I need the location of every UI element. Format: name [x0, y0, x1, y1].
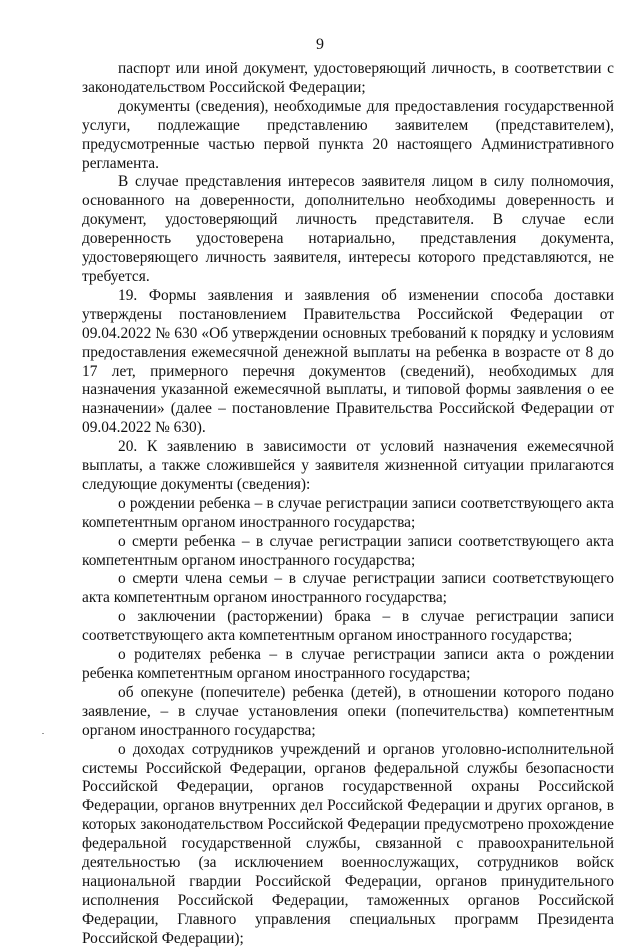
list-item-family-member-death: о смерти члена семьи – в случае регистрации записи соответствующего акта компетентным органом иностранного государства; [82, 570, 614, 607]
list-item-marriage: о заключении (расторжении) брака – в случае регистрации записи соответствующего акта компетентным органом иностранного государства; [82, 608, 614, 645]
paragraph-item-19: 19. Формы заявления и заявления об изменении способа доставки утверждены постановлением Правительства Российской Федерации от 09.04.2022 № 630 «Об утверждении основных требований к порядку и условиям предоставления ежемесячной денежной выплаты на ребенка в возрасте от 8 до 17 лет, примерного перечня документов (сведений), необходимых для назначения указанной ежемесячной выплаты, и типовой формы заявления о ее назначении» (далее – постановление Правительства Российской Федерации от 09.04.2022 № 630). [82, 286, 614, 437]
list-item-child-birth: о рождении ребенка – в случае регистрации записи соответствующего акта компетентным органом иностранного государства; [82, 494, 614, 531]
document-body [82, 60, 614, 949]
paragraph-item-20: 20. К заявлению в зависимости от условий назначения ежемесячной выплаты, а также сложившейся у заявителя жизненной ситуации прилагаются следующие документы (сведения): [82, 438, 614, 493]
page-number: 9 [316, 36, 324, 53]
paragraph-passport: паспорт или иной документ, удостоверяющий личность, в соответствии с законодательством Российской Федерации; [82, 60, 614, 96]
list-item-employee-income: о доходах сотрудников учреждений и органов уголовно-исполнительной системы Российской Федерации, органов федеральной службы безопасности Российской Федерации, органов государственной охраны Российской Федерации, органов внутренних дел Российской Федерации и других органов, в которых законодательством Российской Федерации предусмотрено прохождение федеральной государственной службы, связанной с правоохранительной деятельностью (за исключением военнослужащих, сотрудников войск национальной гвардии Российской Федерации, органов принудительного исполнения Российской Федерации, таможенных органов Российской Федерации, Главного управления специальных программ Президента Российской Федерации); [82, 740, 614, 947]
paragraph-required-documents: документы (сведения), необходимые для предоставления государственной услуги, подлежащие представлению заявителем (представителем), предусмотренные частью первой пункта 20 настоящего Административного регламента. [82, 97, 614, 172]
list-item-parents: о родителях ребенка – в случае регистрации записи акта о рождении ребенка компетентным органом иностранного государства; [82, 646, 614, 682]
paragraph-representative: В случае представления интересов заявителя лицом в силу полномочия, основанного на доверенности, дополнительно необходимы доверенность и документ, удостоверяющий личность представителя. В случае если доверенность удостоверена нотариально, представления документа, удостоверяющего личность заявителя, интересы которого представляются, не требуется. [82, 173, 614, 285]
list-item-guardian: об опекуне (попечителе) ребенка (детей), в отношении которого подано заявление, – в случае установления опеки (попечительства) компетентным органом иностранного государства; [82, 683, 614, 739]
list-item-child-death: о смерти ребенка – в случае регистрации записи соответствующего акта компетентным органом иностранного государства; [82, 532, 614, 569]
scan-mark [42, 733, 44, 734]
